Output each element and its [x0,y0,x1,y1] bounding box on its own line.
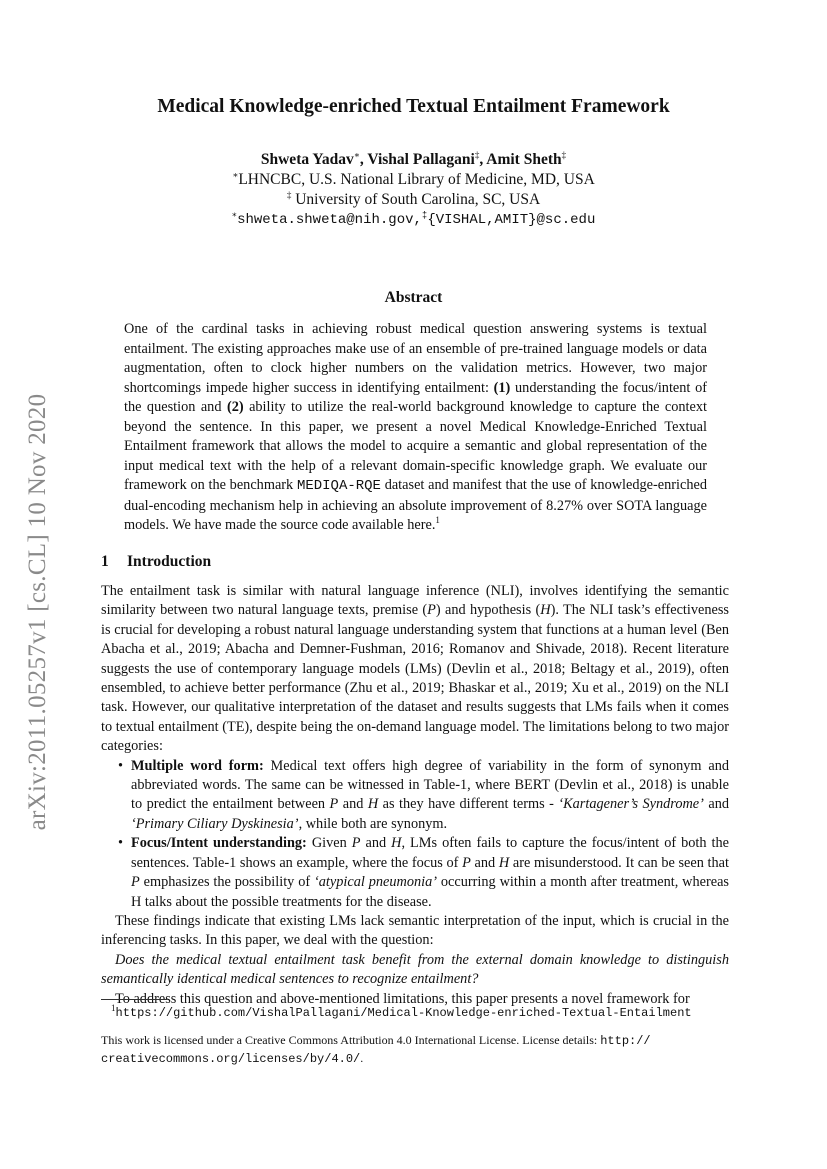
section-heading: 1 Introduction [101,553,212,570]
research-question: Does the medical textual entailment task benefit from the external domain knowledge to distinguish semantically identical medical sentences to recognize entailment? [101,951,729,988]
list-item: • Focus/Intent understanding: Given P and H, LMs often fails to capture the focus/intent of both the sentences. Table-1 shows an example, where the focus of P and H are misunderstood. It can be seen that P emphasizes the possibility of ‘atypical pneumonia’ occurring within a month after treatment, whereas H talks about the possible treatments for the disease. [131,834,729,912]
email: shweta.shweta@nih.gov, [237,212,422,228]
author-name: Shweta Yadav [260,151,354,168]
affiliation-2: ‡ University of South Carolina, SC, USA [286,189,541,208]
affil-mark: ‡ [474,149,480,160]
author-name: , Vishal Pallagani [359,151,475,168]
paper-title: Medical Knowledge-enriched Textual Entailment Framework [157,96,670,117]
arxiv-watermark: arXiv:2011.05257v1 [cs.CL] 10 Nov 2020 [24,393,51,831]
footnote: $^1$https://github.com/VishalPallagani/Medical-Knowledge-enriched-Textual-Entailment [111,1003,692,1020]
intro-paragraph: These findings indicate that existing LMs lack semantic interpretation of the input, which is crucial in the inferencing tasks. In this paper, we deal with the question: [101,912,729,949]
footnote-marker: 1 [435,515,440,526]
intro-paragraph: The entailment task is similar with natural language inference (NLI), involves identifying the semantic similarity between two natural language texts, premise (P) and hypothesis (H). The NLI task’s effectiveness is crucial for developing a robust natural language understanding system that functions at a human level (Ben Abacha et al., 2019; Abacha and Demner-Fushman, 2016; Romanov and Shivade, 2018). Recent literature suggests the use of contemporary language models (LMs) (Devlin et al., 2018; Beltagy et al., 2019), often ensembled, to achieve better performance (Zhu et al., 2019; Bhaskar et al., 2019; Xu et al., 2019) on the NLI task. However, our qualitative interpretation of the dataset and results suggests that LMs fails when it comes to textual entailment (TE), despite being the on-demand language model. The limitations belong to two major categories: [101,583,729,755]
dataset-name: MEDIQA-RQE [296,478,381,494]
intro-paragraph: To address this question and above-mentioned limitations, this paper presents a novel framework for [115,990,690,1007]
abstract-heading: Abstract [384,289,443,306]
author-block [0,150,827,230]
intro-body [101,582,729,1009]
abstract-text: One of the cardinal tasks in achieving robust medical question answering systems is textual entailment. The existing approaches make use of an ensemble of pre-trained language models or data augmentation, often to clock higher numbers on the validation metrics. However, two major shortcomings impede higher success in identifying entailment: (1) understanding the focus/intent of the question and (2) ability to utilize the real-world background knowledge to capture the context beyond the sentence. In this paper, we present a novel Medical Knowledge-Enriched Textual Entailment framework that allows the model to acquire a semantic and global representation of the input medical text with the help of a relevant domain-specific knowledge graph. We evaluate our framework on the benchmark MEDIQA-RQE dataset and manifest that the use of knowledge-enriched dual-encoding mechanism help in achieving an absolute improvement of 8.27% over SOTA language models. We have made the source code available here.$^1$ [124,321,708,533]
affiliation-1: ∗LHNCBC, U.S. National Library of Medicine, MD, USA [232,169,595,188]
license-note: This work is licensed under a Creative Commons Attribution 4.0 International License. License details: http:// creativecommons.org/licenses/by/4.0/. [101,1033,651,1066]
footnote-rule [101,999,167,1000]
affil-mark: ‡ [561,149,567,160]
email: {VISHAL,AMIT}@sc.edu [427,212,596,228]
license-link[interactable]: creativecommons.org/licenses/by/4.0/ [101,1052,361,1066]
affil-mark: ∗ [353,149,360,160]
author-emails: ∗shweta.shweta@nih.gov,‡{VISHAL,AMIT}@sc.edu [231,210,596,228]
list-item: • Multiple word form: Medical text offers high degree of variability in the form of synonym and abbreviated words. The same can be witnessed in Table-1, where BERT (Devlin et al., 2018) is unable to predict the entailment between P and H as they have different terms - ‘Kartagener’s Syndrome’ and ‘Primary Ciliary Dyskinesia’, while both are synonym. [131,757,729,835]
footnote-link[interactable]: https://github.com/VishalPallagani/Medical-Knowledge-enriched-Textual-Entailment [115,1006,692,1020]
license-link[interactable]: http:// [600,1034,651,1048]
limitations-list [101,757,729,912]
author-names [0,150,827,170]
author-name: , Amit Sheth [479,151,562,168]
